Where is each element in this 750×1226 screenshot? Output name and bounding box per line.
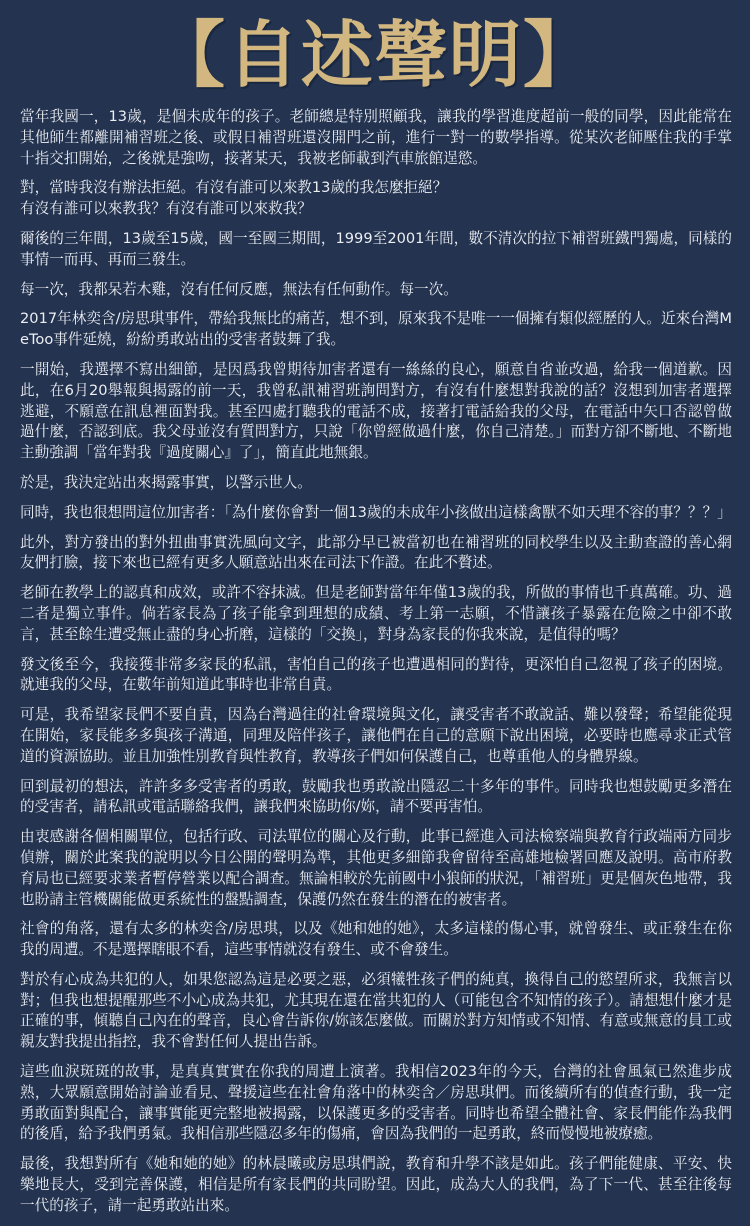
paragraph-12: 可是，我希望家長們不要自責，因為台灣過往的社會環境與文化，讓受害者不敢說話、難以發聲；希望能從現在開始，家長能多多與孩子溝通，同理及陪伴孩子，讓他們在自己的意願下說出困境，必要時也應尋求正式管道的資源協助。並且加強性別教育與性教育，教導孩子們如何保護自己，也尊重他人的身體界線。: [20, 706, 732, 765]
paragraph-16: 對於有心成為共犯的人，如果您認為這是必要之惡，必須犧牲孩子們的純真，換得自己的慾望所求，我無言以對；但我也想提醒那些不小心成為共犯，尤其現在還在當共犯的人（可能包含不知情的孩子）。請想想什麼才是正確的事，傾聽自己內在的聲音，良心會告訴你/妳該怎麼做。而關於對方知情或不知情、有意或無意的員工或親友對我提出指控，我不會對任何人提出告訴。: [20, 970, 732, 1051]
paragraph-6: 一開始，我選擇不寫出細節，是因爲我曾期待加害者還有一絲絲的良心，願意自省並改過，給我一個道歉。因此，在6月20舉報與揭露的前一天，我曾私訊補習班詢問對方，有沒有什麼想對我說的話？沒想到加害者選擇逃避，不願意在訊息裡面對我。甚至四處打聽我的電話不成，接著打電話給我的父母，在電話中矢口否認曾做過什麼，否認到底。我父母並沒有質問對方，只說「你曾經做過什麼，你自己清楚。」而對方卻不斷地、不斷地主動強調「當年對我『過度關心』了」，簡直此地無銀。: [20, 360, 732, 462]
paragraph-1: 當年我國一，13歲，是個未成年的孩子。老師總是特別照顧我，讓我的學習進度超前一般的同學，因此能常在其他師生都離開補習班之後、或假日補習班還沒開門之前，進行一對一的數學指導。從某次老師壓住我的手掌十指交扣開始，之後就是強吻，接著某天，我被老師載到汽車旅館逞慾。: [20, 108, 732, 167]
page-title: 【自述聲明】: [152, 13, 597, 97]
paragraph-2: 對，當時我沒有辦法拒絕。有沒有誰可以來教13歲的我怎麼拒絕？ 有沒有誰可以來教我？有沒有誰可以來救我？: [20, 179, 448, 218]
paragraph-14: 由衷感謝各個相關單位，包括行政、司法單位的關心及行動，此事已經進入司法檢察端與教育行政端兩方同步偵辦，關於此案我的說明以今日公開的聲明為準，其他更多細節我會留待至高雄地檢署回應及說明。高市府教育局也已經要求業者暫停營業以配合調查。無論相較於先前國中小狼師的狀況，「補習班」更是個灰色地帶，我也盼請主管機關能做更系統性的盤點調查，保護仍然在發生的潛在的被害者。: [20, 828, 732, 908]
statement-body: [20, 107, 732, 1226]
paragraph-9: 此外，對方發出的對外扭曲事實洗風向文字，此部分早已被當初也在補習班的同校學生以及主動查證的善心網友們打臉，接下來也已經有更多人願意站出來在司法下作證。在此不贅述。: [20, 533, 732, 572]
paragraph-5: 2017年林奕含/房思琪事件，帶給我無比的痛苦，想不到，原來我不是唯一一個擁有類似經歷的人。近來台灣MeToo事件延燒，紛紛勇敢站出的受害者鼓舞了我。: [20, 310, 732, 349]
paragraph-11: 發文後至今，我接獲非常多家長的私訊，害怕自己的孩子也遭遇相同的對待，更深怕自己忽視了孩子的困境。就連我的父母，在數年前知道此事時也非常自責。: [20, 655, 732, 694]
paragraph-4: 每一次，我都呆若木雞，沒有任何反應，無法有任何動作。每一次。: [20, 280, 458, 298]
paragraph-13: 回到最初的想法，許許多多受害者的勇敢，鼓勵我也勇敢說出隱忍二十多年的事件。同時我也想鼓勵更多潛在的受害者，請私訊或電話聯絡我們，讓我們來協助你/妳，請不要再害怕。: [20, 777, 732, 816]
paragraph-15: 社會的角落，還有太多的林奕含/房思琪，以及《她和她的她》，太多這樣的傷心事，就曾發生、或正發生在你我的周遭。不是選擇瞎眼不看，這些事情就沒有發生、或不會發生。: [20, 920, 732, 959]
paragraph-7: 於是，我決定站出來揭露事實，以警示世人。: [20, 473, 312, 491]
paragraph-10: 老師在教學上的認真和成效，或許不容抹滅。但是老師對當年年僅13歲的我，所做的事情也千真萬確。功、過二者是獨立事件。倘若家長為了孩子能拿到理想的成績、考上第一志願，不惜讓孩子暴露在危險之中卻不敢言，甚至餘生遭受無止盡的身心折磨，這樣的「交換」，對身為家長的你我來說，是值得的嗎？: [20, 584, 732, 643]
paragraph-3: 爾後的三年間，13歲至15歲，國一至國三期間，1999至2001年間，數不清次的拉下補習班鐵門獨處，同樣的事情一而再、再而三發生。: [20, 229, 732, 268]
paragraph-18: 最後，我想對所有《她和她的她》的林晨曦或房思琪們說，教育和升學不該是如此。孩子們能健康、平安、快樂地長大，受到完善保護，相信是所有家長們的共同盼望。因此，成為大人的我們，為了下一代、甚至往後每一代的孩子，請一起勇敢站出來。: [20, 1155, 732, 1214]
paragraph-8: 同時，我也很想問這位加害者：「為什麼你會對一個13歲的未成年小孩做出這樣禽獸不如天理不容的事？？？」: [20, 503, 732, 521]
paragraph-17: 這些血淚斑斑的故事，是真真實實在你我的周遭上演著。我相信2023年的今天，台灣的社會風氣已然進步成熟，大眾願意開始討論並看見、聲援這些在社會角落中的林奕含／房思琪們。而後續所有的偵查行動，我一定勇敢面對與配合，讓事實能更完整地被揭露，以保護更多的受害者。同時也希望全體社會、家長們能作為我們的後盾，給予我們勇氣。我相信那些隱忍多年的傷痛，會因為我們的一起勇敢，終而慢慢地被療癒。: [20, 1063, 732, 1143]
